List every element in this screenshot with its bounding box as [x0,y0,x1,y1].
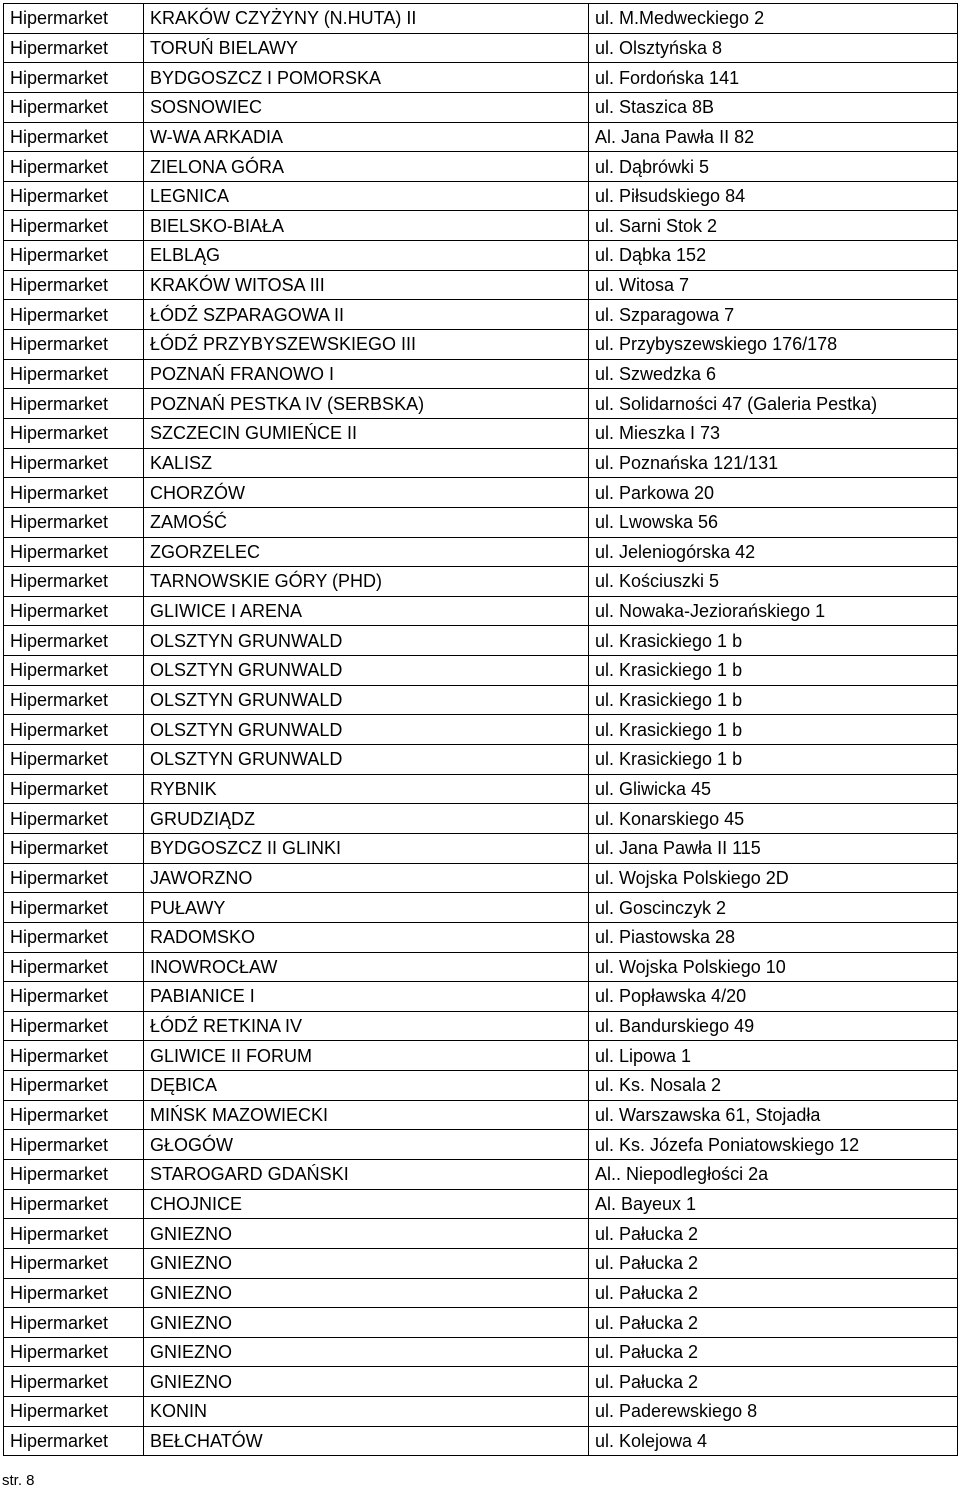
store-address-cell: Al. Jana Pawła II 82 [589,122,958,152]
store-address-cell: ul. Wojska Polskiego 2D [589,863,958,893]
store-address-cell: ul. Olsztyńska 8 [589,33,958,63]
store-type-cell: Hipermarket [4,1100,144,1130]
store-name-cell: GNIEZNO [144,1278,589,1308]
store-name-cell: KALISZ [144,448,589,478]
store-name-cell: JAWORZNO [144,863,589,893]
table-row [4,330,958,360]
store-type-cell: Hipermarket [4,1278,144,1308]
store-address-cell: ul. Piastowska 28 [589,922,958,952]
store-type-cell: Hipermarket [4,982,144,1012]
store-type-cell: Hipermarket [4,1337,144,1367]
store-address-cell: ul. Lwowska 56 [589,507,958,537]
store-type-cell: Hipermarket [4,300,144,330]
store-address-cell: ul. Jeleniogórska 42 [589,537,958,567]
store-address-cell: ul. Kolejowa 4 [589,1426,958,1456]
store-type-cell: Hipermarket [4,1159,144,1189]
store-address-cell: ul. Witosa 7 [589,270,958,300]
store-type-cell: Hipermarket [4,715,144,745]
store-name-cell: GNIEZNO [144,1337,589,1367]
table-row [4,270,958,300]
store-type-cell: Hipermarket [4,448,144,478]
table-row [4,922,958,952]
page-number: str. 8 [2,1472,35,1489]
table-row [4,952,958,982]
store-address-cell: ul. Popławska 4/20 [589,982,958,1012]
store-name-cell: KRAKÓW CZYŻYNY (N.HUTA) II [144,4,589,34]
store-type-cell: Hipermarket [4,745,144,775]
table-row [4,1426,958,1456]
table-row [4,1011,958,1041]
store-name-cell: RYBNIK [144,774,589,804]
store-type-cell: Hipermarket [4,1219,144,1249]
store-name-cell: OLSZTYN GRUNWALD [144,626,589,656]
table-row [4,982,958,1012]
store-name-cell: STAROGARD GDAŃSKI [144,1159,589,1189]
store-name-cell: GNIEZNO [144,1219,589,1249]
store-type-cell: Hipermarket [4,774,144,804]
table-row [4,1397,958,1427]
store-address-cell: ul. Szwedzka 6 [589,359,958,389]
store-name-cell: SZCZECIN GUMIEŃCE II [144,418,589,448]
store-type-cell: Hipermarket [4,893,144,923]
store-address-cell: ul. Parkowa 20 [589,478,958,508]
table-row [4,1130,958,1160]
store-name-cell: GNIEZNO [144,1367,589,1397]
store-address-cell: ul. Pałucka 2 [589,1367,958,1397]
table-row [4,448,958,478]
store-address-cell: ul. Wojska Polskiego 10 [589,952,958,982]
store-address-cell: ul. Dąbrówki 5 [589,152,958,182]
store-name-cell: OLSZTYN GRUNWALD [144,685,589,715]
store-address-cell: ul. Mieszka I 73 [589,418,958,448]
store-address-cell: ul. Krasickiego 1 b [589,626,958,656]
table-row [4,1159,958,1189]
table-row [4,92,958,122]
store-name-cell: KRAKÓW WITOSA III [144,270,589,300]
store-type-cell: Hipermarket [4,596,144,626]
store-type-cell: Hipermarket [4,1397,144,1427]
store-address-cell: ul. Kościuszki 5 [589,567,958,597]
store-address-cell: ul. Szparagowa 7 [589,300,958,330]
store-name-cell: GNIEZNO [144,1308,589,1338]
store-type-cell: Hipermarket [4,359,144,389]
table-row [4,1100,958,1130]
store-address-cell: ul. Krasickiego 1 b [589,715,958,745]
store-address-cell: Al. Bayeux 1 [589,1189,958,1219]
store-name-cell: GNIEZNO [144,1248,589,1278]
store-type-cell: Hipermarket [4,863,144,893]
store-type-cell: Hipermarket [4,507,144,537]
table-row [4,389,958,419]
store-address-cell: ul. Staszica 8B [589,92,958,122]
store-address-cell: ul. Goscinczyk 2 [589,893,958,923]
store-type-cell: Hipermarket [4,833,144,863]
store-address-cell: ul. Ks. Nosala 2 [589,1071,958,1101]
store-address-cell: ul. Gliwicka 45 [589,774,958,804]
store-type-cell: Hipermarket [4,92,144,122]
table-row [4,507,958,537]
store-type-cell: Hipermarket [4,152,144,182]
store-name-cell: ZIELONA GÓRA [144,152,589,182]
store-name-cell: ELBLĄG [144,241,589,271]
store-type-cell: Hipermarket [4,1308,144,1338]
store-type-cell: Hipermarket [4,537,144,567]
store-address-cell: ul. M.Medweckiego 2 [589,4,958,34]
table-row [4,241,958,271]
store-address-cell: ul. Krasickiego 1 b [589,685,958,715]
store-type-cell: Hipermarket [4,1011,144,1041]
store-type-cell: Hipermarket [4,1189,144,1219]
store-address-cell: ul. Pałucka 2 [589,1308,958,1338]
store-address-cell: ul. Krasickiego 1 b [589,656,958,686]
store-type-cell: Hipermarket [4,804,144,834]
table-row [4,359,958,389]
store-address-cell: ul. Konarskiego 45 [589,804,958,834]
store-name-cell: BIELSKO-BIAŁA [144,211,589,241]
store-type-cell: Hipermarket [4,685,144,715]
store-name-cell: BEŁCHATÓW [144,1426,589,1456]
store-name-cell: TARNOWSKIE GÓRY (PHD) [144,567,589,597]
store-address-cell: ul. Nowaka-Jeziorańskiego 1 [589,596,958,626]
store-type-cell: Hipermarket [4,656,144,686]
store-address-cell: ul. Lipowa 1 [589,1041,958,1071]
store-name-cell: ŁÓDŹ PRZYBYSZEWSKIEGO III [144,330,589,360]
table-row [4,152,958,182]
table-row [4,715,958,745]
store-name-cell: PUŁAWY [144,893,589,923]
store-type-cell: Hipermarket [4,63,144,93]
store-type-cell: Hipermarket [4,4,144,34]
store-name-cell: SOSNOWIEC [144,92,589,122]
store-name-cell: OLSZTYN GRUNWALD [144,745,589,775]
table-row [4,863,958,893]
table-row [4,893,958,923]
table-row [4,1337,958,1367]
store-name-cell: ZGORZELEC [144,537,589,567]
table-row [4,181,958,211]
store-name-cell: RADOMSKO [144,922,589,952]
store-name-cell: LEGNICA [144,181,589,211]
store-name-cell: POZNAŃ FRANOWO I [144,359,589,389]
store-name-cell: KONIN [144,1397,589,1427]
store-name-cell: ŁÓDŹ RETKINA IV [144,1011,589,1041]
store-type-cell: Hipermarket [4,211,144,241]
store-address-cell: ul. Poznańska 121/131 [589,448,958,478]
table-row [4,211,958,241]
store-type-cell: Hipermarket [4,418,144,448]
store-name-cell: CHOJNICE [144,1189,589,1219]
store-address-cell: ul. Solidarności 47 (Galeria Pestka) [589,389,958,419]
store-type-cell: Hipermarket [4,181,144,211]
store-table-body [4,4,958,1456]
store-address-cell: ul. Pałucka 2 [589,1278,958,1308]
store-type-cell: Hipermarket [4,1071,144,1101]
store-address-cell: ul. Piłsudskiego 84 [589,181,958,211]
store-name-cell: ŁÓDŹ SZPARAGOWA II [144,300,589,330]
store-name-cell: BYDGOSZCZ I POMORSKA [144,63,589,93]
store-name-cell: ZAMOŚĆ [144,507,589,537]
store-type-cell: Hipermarket [4,1130,144,1160]
table-row [4,833,958,863]
table-row [4,478,958,508]
table-row [4,1367,958,1397]
store-address-cell: ul. Bandurskiego 49 [589,1011,958,1041]
table-row [4,300,958,330]
store-type-cell: Hipermarket [4,122,144,152]
table-row [4,1308,958,1338]
store-type-cell: Hipermarket [4,270,144,300]
store-name-cell: POZNAŃ PESTKA IV (SERBSKA) [144,389,589,419]
store-name-cell: OLSZTYN GRUNWALD [144,656,589,686]
store-name-cell: CHORZÓW [144,478,589,508]
table-row [4,4,958,34]
table-row [4,567,958,597]
store-address-cell: ul. Fordońska 141 [589,63,958,93]
store-type-cell: Hipermarket [4,1041,144,1071]
store-type-cell: Hipermarket [4,1426,144,1456]
store-name-cell: GLIWICE II FORUM [144,1041,589,1071]
store-name-cell: TORUŃ BIELAWY [144,33,589,63]
table-row [4,1041,958,1071]
store-address-cell: ul. Pałucka 2 [589,1337,958,1367]
store-type-cell: Hipermarket [4,952,144,982]
store-address-cell: ul. Przybyszewskiego 176/178 [589,330,958,360]
store-name-cell: PABIANICE I [144,982,589,1012]
store-type-cell: Hipermarket [4,626,144,656]
store-address-cell: ul. Warszawska 61, Stojadła [589,1100,958,1130]
table-row [4,774,958,804]
store-address-cell: ul. Krasickiego 1 b [589,745,958,775]
store-name-cell: GŁOGÓW [144,1130,589,1160]
table-row [4,656,958,686]
store-name-cell: INOWROCŁAW [144,952,589,982]
table-row [4,1219,958,1249]
table-row [4,63,958,93]
table-row [4,745,958,775]
table-row [4,1278,958,1308]
store-address-cell: ul. Pałucka 2 [589,1248,958,1278]
store-name-cell: DĘBICA [144,1071,589,1101]
store-address-cell: ul. Ks. Józefa Poniatowskiego 12 [589,1130,958,1160]
store-type-cell: Hipermarket [4,389,144,419]
store-name-cell: BYDGOSZCZ II GLINKI [144,833,589,863]
table-row [4,33,958,63]
table-row [4,626,958,656]
store-name-cell: MIŃSK MAZOWIECKI [144,1100,589,1130]
table-row [4,685,958,715]
store-type-cell: Hipermarket [4,330,144,360]
table-row [4,537,958,567]
store-type-cell: Hipermarket [4,567,144,597]
store-table [3,3,958,1456]
table-row [4,418,958,448]
table-row [4,1189,958,1219]
store-name-cell: GLIWICE I ARENA [144,596,589,626]
store-name-cell: W-WA ARKADIA [144,122,589,152]
store-address-cell: ul. Dąbka 152 [589,241,958,271]
store-type-cell: Hipermarket [4,33,144,63]
store-address-cell: ul. Sarni Stok 2 [589,211,958,241]
table-row [4,122,958,152]
store-address-cell: Al.. Niepodległości 2a [589,1159,958,1189]
table-row [4,804,958,834]
store-type-cell: Hipermarket [4,922,144,952]
store-type-cell: Hipermarket [4,1367,144,1397]
store-name-cell: GRUDZIĄDZ [144,804,589,834]
store-type-cell: Hipermarket [4,1248,144,1278]
store-address-cell: ul. Pałucka 2 [589,1219,958,1249]
store-name-cell: OLSZTYN GRUNWALD [144,715,589,745]
table-row [4,1248,958,1278]
store-address-cell: ul. Paderewskiego 8 [589,1397,958,1427]
table-row [4,596,958,626]
store-type-cell: Hipermarket [4,478,144,508]
table-row [4,1071,958,1101]
store-type-cell: Hipermarket [4,241,144,271]
store-address-cell: ul. Jana Pawła II 115 [589,833,958,863]
